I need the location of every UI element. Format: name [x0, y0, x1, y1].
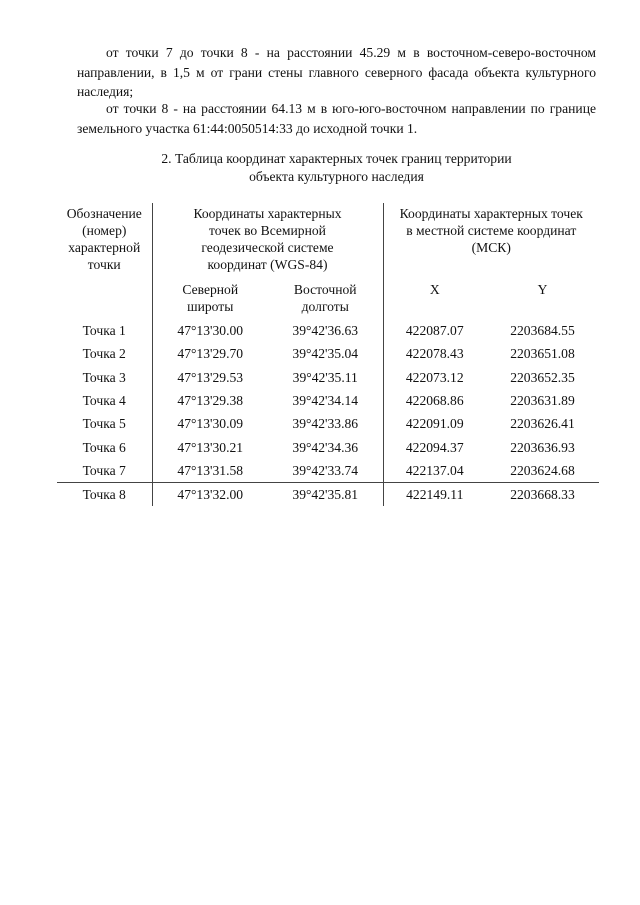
cell-point: Точка 7: [57, 459, 152, 483]
cell-latitude: 47°13'32.00: [152, 483, 268, 507]
header-x: X: [429, 282, 440, 297]
header-designation: Обозначение (номер) характерной точки: [57, 203, 152, 319]
cell-x: 422137.04: [405, 462, 464, 478]
cell-x: 422073.12: [405, 369, 464, 385]
cell-latitude: 47°13'29.38: [177, 393, 244, 409]
table-row: [57, 389, 599, 412]
cell-latitude: 47°13'29.70: [177, 346, 244, 362]
header-wgs84: Координаты характерных точек во Всемирной геодезической системе координат (WGS-84): [152, 203, 383, 275]
table-row: [57, 319, 599, 342]
header-north-latitude: Северной широты: [182, 282, 239, 314]
table-row: [57, 483, 599, 507]
cell-longitude: 39°42'34.36: [268, 435, 383, 458]
table-row: [57, 366, 599, 389]
cell-longitude: 39°42'35.11: [268, 366, 383, 389]
cell-y: 2203651.08: [510, 346, 575, 362]
cell-point: Точка 3: [57, 366, 152, 389]
cell-longitude: 39°42'35.04: [268, 342, 383, 365]
cell-point: Точка 5: [57, 412, 152, 435]
cell-longitude: 39°42'35.81: [268, 483, 383, 507]
table-title: [77, 150, 596, 186]
cell-y: 2203668.33: [486, 483, 599, 507]
cell-x: 422149.11: [383, 483, 486, 507]
cell-longitude: 39°42'34.14: [268, 389, 383, 412]
header-east-longitude: Восточной долготы: [268, 275, 383, 319]
table-title-line-2: объекта культурного наследия: [249, 169, 424, 184]
cell-point: Точка 2: [57, 342, 152, 365]
cell-longitude: 39°42'36.63: [268, 319, 383, 342]
cell-y: 2203624.68: [510, 462, 575, 478]
table-row: [57, 459, 599, 483]
cell-point: Точка 1: [57, 319, 152, 342]
cell-x: 422094.37: [405, 439, 464, 455]
paragraph-point-8-1: от точки 8 - на расстоянии 64.13 м в юго-юго-восточном направлении по границе земельного участка 61:44:0050514:33 до исходной точки 1.: [77, 101, 596, 136]
cell-point: Точка 6: [57, 435, 152, 458]
table-row: [57, 435, 599, 458]
header-msk: Координаты характерных точек в местной системе координат (МСК): [399, 206, 583, 255]
cell-point: Точка 4: [57, 389, 152, 412]
table-row: [57, 342, 599, 365]
cell-x: 422068.86: [405, 393, 464, 409]
table-header-row: [57, 203, 599, 275]
paragraph-point-7-8: от точки 7 до точки 8 - на расстоянии 45.29 м в восточном-северо-восточном направлении, в 1,5 м от грани стены главного северного фасада объекта культурного наследия;: [77, 45, 596, 99]
cell-latitude: 47°13'31.58: [177, 462, 244, 478]
cell-longitude: 39°42'33.74: [268, 459, 383, 483]
cell-longitude: 39°42'33.86: [268, 412, 383, 435]
cell-y: 2203626.41: [510, 416, 575, 432]
cell-x: 422091.09: [405, 416, 464, 432]
cell-y: 2203631.89: [510, 393, 575, 409]
cell-x: 422078.43: [405, 346, 464, 362]
cell-x: 422087.07: [405, 323, 464, 339]
cell-y: 2203652.35: [510, 369, 575, 385]
header-y: Y: [537, 282, 548, 297]
cell-y: 2203636.93: [510, 439, 575, 455]
table-title-line-1: 2. Таблица координат характерных точек границ территории: [161, 151, 512, 166]
cell-latitude: 47°13'30.00: [177, 323, 244, 339]
cell-point: Точка 8: [57, 483, 152, 507]
cell-latitude: 47°13'30.09: [177, 416, 244, 432]
table-row: [57, 412, 599, 435]
cell-y: 2203684.55: [510, 323, 575, 339]
coordinates-table: [57, 203, 599, 506]
cell-latitude: 47°13'30.21: [177, 439, 244, 455]
cell-latitude: 47°13'29.53: [177, 369, 244, 385]
